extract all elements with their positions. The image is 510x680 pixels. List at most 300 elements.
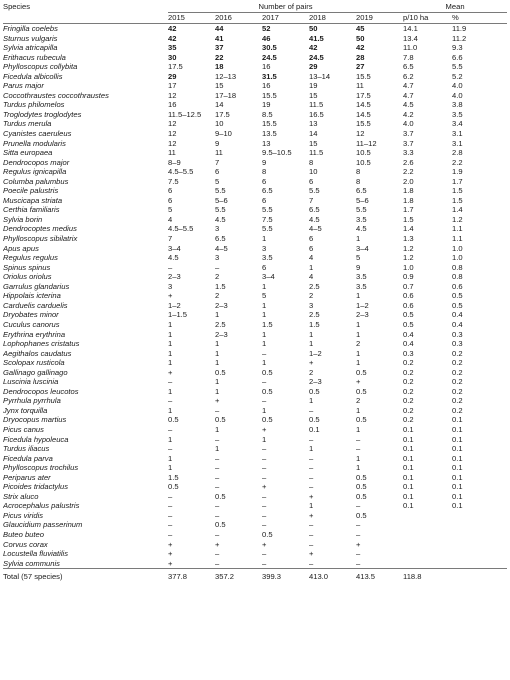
pairs-value: 0.5: [215, 520, 226, 530]
pairs-value: 46: [262, 33, 271, 43]
pairs-value: +: [309, 358, 314, 368]
pairs-value: 0.5: [356, 386, 367, 396]
pairs-value: 50: [356, 33, 365, 43]
pairs-value: 15.5: [356, 119, 371, 129]
pairs-value: –: [262, 348, 267, 358]
pairs-value: 1: [168, 463, 173, 473]
pairs-value: 2: [356, 396, 361, 406]
pct-value: 0.3: [452, 329, 463, 339]
table-row: [3, 396, 507, 406]
pairs-value: 41.5: [309, 33, 324, 43]
table-row: [3, 110, 507, 120]
pairs-value: +: [168, 367, 173, 377]
table-row: [3, 196, 507, 206]
pct-value: 0.1: [452, 501, 463, 511]
pairs-value: 6.5: [309, 205, 320, 215]
p10-value: 0.2: [403, 405, 414, 415]
number-of-pairs-header: Number of pairs: [168, 2, 403, 13]
table-row: [3, 62, 507, 72]
p10-value: 0.6: [403, 300, 414, 310]
pct-value: 0.2: [452, 386, 463, 396]
table-row: [3, 511, 507, 521]
pct-value: 3.4: [452, 119, 463, 129]
pairs-value: 0.5: [215, 491, 226, 501]
year-header: 2017: [262, 13, 309, 24]
pairs-value: +: [309, 491, 314, 501]
pairs-value: –: [309, 405, 314, 415]
pairs-value: 2–3: [356, 310, 369, 320]
p10-value: 6.2: [403, 71, 414, 81]
pairs-value: 9: [356, 262, 361, 272]
pairs-value: 1: [215, 339, 220, 349]
species-name: Dendrocopos leucotos: [3, 386, 79, 396]
species-name: Turdus philomelos: [3, 100, 65, 110]
pairs-value: –: [262, 444, 267, 454]
table-row: [3, 263, 507, 273]
pct-value: [452, 549, 507, 559]
p10-value: 3.7: [403, 138, 414, 148]
species-name: Jynx torquilla: [3, 405, 48, 415]
species-name: Muscicapa striata: [3, 195, 63, 205]
pairs-value: 16: [168, 100, 177, 110]
pairs-value: 3–4: [168, 243, 181, 253]
pairs-value: 1.5: [215, 281, 226, 291]
species-name: Turdus iliacus: [3, 444, 50, 454]
pairs-value: 50: [309, 24, 318, 33]
pairs-value: 10.5: [356, 148, 371, 158]
species-name: Aegithalos caudatus: [3, 348, 72, 358]
p10-value: 0.2: [403, 377, 414, 387]
species-name: Dendrocopos major: [3, 157, 70, 167]
pct-value: 0.8: [452, 272, 463, 282]
pairs-value: 27: [356, 62, 365, 72]
pairs-value: –: [309, 539, 314, 549]
table-row: [3, 530, 507, 540]
pairs-value: 1: [356, 453, 361, 463]
pairs-value: –: [168, 520, 173, 530]
pairs-value: –: [309, 472, 314, 482]
pct-value: 1.0: [452, 253, 463, 263]
pairs-value: 31.5: [262, 71, 277, 81]
species-name: Sturnus vulgaris: [3, 33, 58, 43]
table-row: [3, 492, 507, 502]
pairs-value: 1: [262, 434, 267, 444]
pct-value: 11.9: [452, 24, 467, 33]
p10-value: 0.2: [403, 367, 414, 377]
table-row: [3, 224, 507, 234]
pairs-value: 1: [168, 386, 173, 396]
pairs-value: 7: [168, 234, 173, 244]
pct-value: 2.2: [452, 157, 463, 167]
pairs-value: 0.5: [309, 415, 320, 425]
pairs-value: 5–6: [356, 195, 369, 205]
pairs-value: 3.5: [356, 281, 367, 291]
pct-value: 5.2: [452, 71, 463, 81]
table-row: [3, 253, 507, 263]
bird-pairs-table: [3, 2, 507, 583]
pairs-value: 1: [168, 329, 173, 339]
table-row: [3, 473, 507, 483]
pairs-value: –: [262, 558, 267, 568]
p10-value: 1.5: [403, 214, 414, 224]
table-row: [3, 158, 507, 168]
species-name: Sylvia communis: [3, 558, 60, 568]
pairs-value: 12–13: [215, 71, 237, 81]
table-row: [3, 549, 507, 559]
pairs-value: –: [215, 405, 220, 415]
pairs-value: 1: [309, 396, 314, 406]
pct-value: 3.1: [452, 129, 463, 139]
pairs-value: 2: [215, 291, 220, 301]
table-row: [3, 540, 507, 550]
pairs-value: –: [262, 491, 267, 501]
pairs-value: 5.5: [215, 186, 226, 196]
p10-value: 0.1: [403, 501, 414, 511]
species-name: Cuculus canorus: [3, 319, 60, 329]
pct-value: 0.2: [452, 358, 463, 368]
species-name: Ficedula albicollis: [3, 71, 63, 81]
table-footer: [3, 569, 507, 584]
species-name: Cyanistes caeruleus: [3, 129, 72, 139]
pct-value: 0.3: [452, 339, 463, 349]
pairs-value: 37: [215, 43, 224, 53]
pairs-value: 0.5: [215, 367, 226, 377]
table-row: [3, 72, 507, 82]
p10-value: 4.7: [403, 90, 414, 100]
species-name: Columba palumbus: [3, 176, 69, 186]
pairs-value: –: [215, 529, 220, 539]
year-header: 2015: [168, 13, 215, 24]
pct-value: 0.4: [452, 310, 463, 320]
pct-value: 2.8: [452, 148, 463, 158]
p10-value: 6.5: [403, 62, 414, 72]
pairs-value: 4: [309, 253, 314, 263]
pairs-value: –: [215, 549, 220, 559]
species-name: Sylvia borin: [3, 214, 43, 224]
pairs-value: 13: [262, 138, 271, 148]
table-row: [3, 282, 507, 292]
pairs-value: –: [262, 377, 267, 387]
pairs-value: 6: [262, 262, 267, 272]
species-header-spacer: [3, 13, 168, 24]
pct-value: 0.8: [452, 262, 463, 272]
table-row: [3, 301, 507, 311]
pairs-value: 9: [262, 157, 267, 167]
p10-header: p/10 ha: [403, 13, 452, 24]
table-row: [3, 435, 507, 445]
pairs-value: 3: [309, 300, 314, 310]
pct-value: 3.1: [452, 138, 463, 148]
p10-value: [403, 549, 452, 559]
species-name: Lophophanes cristatus: [3, 339, 80, 349]
pairs-value: 2–3: [215, 329, 228, 339]
pairs-value: 1: [262, 405, 267, 415]
pairs-value: 7: [215, 157, 220, 167]
pairs-value: 22: [215, 52, 224, 62]
table-row: [3, 358, 507, 368]
p10-value: [403, 540, 452, 550]
pairs-value: 18: [215, 62, 224, 72]
p10-value: 0.5: [403, 310, 414, 320]
pairs-value: –: [262, 472, 267, 482]
species-name: Fringilla coelebs: [3, 24, 58, 33]
pairs-value: 1: [215, 386, 220, 396]
pairs-value: 6.5: [262, 186, 273, 196]
pairs-value: –: [215, 501, 220, 511]
pairs-value: 1: [262, 310, 267, 320]
p10-value: 1.8: [403, 195, 414, 205]
pct-value: 1.4: [452, 205, 463, 215]
species-name: Dendrocoptes medius: [3, 224, 77, 234]
pairs-value: 2: [215, 272, 220, 282]
pairs-value: 12: [168, 138, 177, 148]
pct-value: 1.7: [452, 176, 463, 186]
pairs-value: 3: [262, 243, 267, 253]
total-value: 377.8: [168, 569, 215, 584]
pairs-value: 1: [215, 444, 220, 454]
table-row: [3, 310, 507, 320]
pairs-value: 3.5: [262, 253, 273, 263]
pairs-value: 2.5: [309, 310, 320, 320]
pairs-value: 8–9: [168, 157, 181, 167]
table-row: [3, 444, 507, 454]
pairs-value: 1–2: [356, 300, 369, 310]
species-name: Parus major: [3, 81, 44, 91]
pairs-value: –: [309, 520, 314, 530]
p10-value: 0.1: [403, 434, 414, 444]
species-name: Poecile palustris: [3, 186, 59, 196]
pairs-value: 30.5: [262, 43, 277, 53]
pairs-value: 15: [309, 90, 318, 100]
pairs-value: +: [168, 549, 173, 559]
pairs-value: 17.5: [168, 62, 183, 72]
pairs-value: 2–3: [168, 272, 181, 282]
p10-value: 11.0: [403, 43, 418, 53]
p10-value: 2.0: [403, 176, 414, 186]
pct-value: 11.2: [452, 33, 467, 43]
pairs-value: 30: [168, 52, 177, 62]
pairs-value: 11.5–12.5: [168, 109, 202, 119]
bird-pairs-table-container: [3, 0, 507, 583]
species-name: Dryocopus martius: [3, 415, 67, 425]
table-row: [3, 177, 507, 187]
pairs-value: 5: [356, 253, 361, 263]
pairs-value: 9–10: [215, 129, 232, 139]
p10-value: [403, 511, 452, 521]
pct-value: 0.5: [452, 291, 463, 301]
pairs-value: –: [215, 463, 220, 473]
pct-value: 1.9: [452, 167, 463, 177]
pairs-value: +: [309, 549, 314, 559]
pairs-value: 1: [168, 405, 173, 415]
pairs-value: 12: [168, 129, 177, 139]
pct-value: 0.1: [452, 482, 463, 492]
pairs-value: –: [309, 482, 314, 492]
pairs-value: 4.5: [356, 224, 367, 234]
pairs-value: 5.5: [215, 205, 226, 215]
species-name: Periparus ater: [3, 472, 51, 482]
table-row: [3, 272, 507, 282]
pct-value: 6.6: [452, 52, 463, 62]
pairs-value: 1: [356, 405, 361, 415]
pct-value: [452, 520, 507, 530]
p10-value: 4.2: [403, 109, 414, 119]
species-name: Luscinia luscinia: [3, 377, 59, 387]
species-name: Pyrrhula pyrrhula: [3, 396, 61, 406]
pairs-value: +: [309, 510, 314, 520]
p10-value: [403, 520, 452, 530]
pairs-value: –: [262, 501, 267, 511]
p10-value: 1.4: [403, 224, 414, 234]
pairs-value: 0.5: [168, 415, 179, 425]
pairs-value: 0.5: [356, 415, 367, 425]
pairs-value: 1: [309, 501, 314, 511]
pairs-value: 0.5: [356, 510, 367, 520]
pairs-value: 12: [168, 90, 177, 100]
pairs-value: –: [168, 510, 173, 520]
pairs-value: 0.1: [309, 424, 320, 434]
p10-value: 0.6: [403, 291, 414, 301]
pairs-value: 2: [309, 291, 314, 301]
pairs-value: 1: [356, 348, 361, 358]
p10-value: 0.1: [403, 482, 414, 492]
pairs-value: 2–3: [309, 377, 322, 387]
pct-value: 3.8: [452, 100, 463, 110]
p10-value: 0.1: [403, 491, 414, 501]
pairs-value: 17–18: [215, 90, 237, 100]
pairs-value: 16: [262, 62, 271, 72]
pairs-value: –: [262, 463, 267, 473]
p10-value: 1.3: [403, 234, 414, 244]
pairs-value: 0.5: [262, 386, 273, 396]
pairs-value: 0.5: [356, 367, 367, 377]
pct-value: [452, 530, 507, 540]
total-value: 357.2: [215, 569, 262, 584]
pairs-value: +: [262, 539, 267, 549]
p10-value: 0.4: [403, 329, 414, 339]
pairs-value: 11.5: [309, 100, 324, 110]
pairs-value: 2–3: [215, 300, 228, 310]
pct-value: 0.6: [452, 281, 463, 291]
pairs-value: –: [356, 434, 361, 444]
pairs-value: 6: [168, 195, 173, 205]
species-name: Phylloscopus collybita: [3, 62, 78, 72]
pairs-value: +: [168, 291, 173, 301]
pairs-value: +: [215, 396, 220, 406]
species-name: Gallinago gallinago: [3, 367, 68, 377]
pairs-value: 9: [215, 138, 220, 148]
pairs-value: –: [168, 501, 173, 511]
species-name: Ficedula hypoleuca: [3, 434, 69, 444]
table-row: [3, 119, 507, 129]
table-row: [3, 320, 507, 330]
pairs-value: 35: [168, 43, 177, 53]
pairs-value: 15: [215, 81, 224, 91]
pairs-value: 0.5: [215, 415, 226, 425]
table-row: [3, 148, 507, 158]
pairs-value: 1: [356, 424, 361, 434]
mean-header: Mean: [403, 2, 507, 13]
pairs-value: 11: [215, 148, 223, 158]
pairs-value: 5.5: [309, 186, 320, 196]
pairs-value: 6: [309, 234, 314, 244]
total-value: 399.3: [262, 569, 309, 584]
pairs-value: 1: [262, 300, 267, 310]
pairs-value: 4.5–5.5: [168, 167, 194, 177]
species-name: Regulus regulus: [3, 253, 58, 263]
pairs-value: 7.5: [168, 176, 179, 186]
pairs-value: 29: [168, 71, 177, 81]
pairs-value: 0.5: [356, 491, 367, 501]
species-name: Prunella modularis: [3, 138, 66, 148]
table-row: [3, 81, 507, 91]
pairs-value: –: [356, 501, 361, 511]
pairs-value: –: [168, 491, 173, 501]
pct-value: 0.1: [452, 463, 463, 473]
pairs-value: 3: [215, 224, 220, 234]
pairs-value: 1: [168, 348, 173, 358]
table-row: [3, 482, 507, 492]
pairs-value: 1.5: [309, 319, 320, 329]
p10-value: 14.1: [403, 24, 418, 33]
species-name: Sitta europaea: [3, 148, 53, 158]
pct-value: 1.1: [452, 234, 463, 244]
table-row: [3, 139, 507, 149]
pairs-value: 3–4: [356, 243, 369, 253]
pairs-value: –: [262, 453, 267, 463]
pairs-value: 13: [309, 119, 318, 129]
p10-value: 0.3: [403, 348, 414, 358]
pairs-value: 42: [168, 33, 177, 43]
pairs-value: 3: [215, 253, 220, 263]
p10-value: 1.2: [403, 243, 414, 253]
pairs-value: –: [309, 463, 314, 473]
pairs-value: 10: [309, 167, 318, 177]
table-row: [3, 349, 507, 359]
pairs-value: 7: [309, 195, 314, 205]
table-row: [3, 501, 507, 511]
pairs-value: 13–14: [309, 71, 331, 81]
pairs-value: 1: [356, 234, 361, 244]
pairs-value: +: [262, 482, 267, 492]
table-row: [3, 167, 507, 177]
pairs-value: +: [356, 377, 361, 387]
species-name: Garrulus glandarius: [3, 281, 70, 291]
p10-value: 0.4: [403, 339, 414, 349]
pairs-value: 42: [168, 24, 177, 33]
p10-value: 3.7: [403, 129, 414, 139]
p10-value: 0.1: [403, 444, 414, 454]
pairs-value: 0.5: [262, 415, 273, 425]
pairs-value: 1: [262, 339, 267, 349]
pairs-value: 19: [309, 81, 318, 91]
pairs-value: 15.5: [356, 71, 371, 81]
pct-value: 0.1: [452, 415, 463, 425]
pct-value: 1.5: [452, 186, 463, 196]
pairs-value: 52: [262, 24, 271, 33]
pairs-value: –: [309, 558, 314, 568]
table-row: [3, 406, 507, 416]
table-row: [3, 291, 507, 301]
pairs-value: 3–4: [262, 272, 275, 282]
pairs-value: 4.5–5.5: [168, 224, 194, 234]
pairs-value: 1: [356, 291, 361, 301]
species-name: Coccothraustes coccothraustes: [3, 90, 109, 100]
pairs-value: 17.5: [215, 109, 230, 119]
p10-value: 4.7: [403, 81, 414, 91]
species-name: Corvus corax: [3, 539, 48, 549]
pairs-value: 17.5: [356, 90, 371, 100]
